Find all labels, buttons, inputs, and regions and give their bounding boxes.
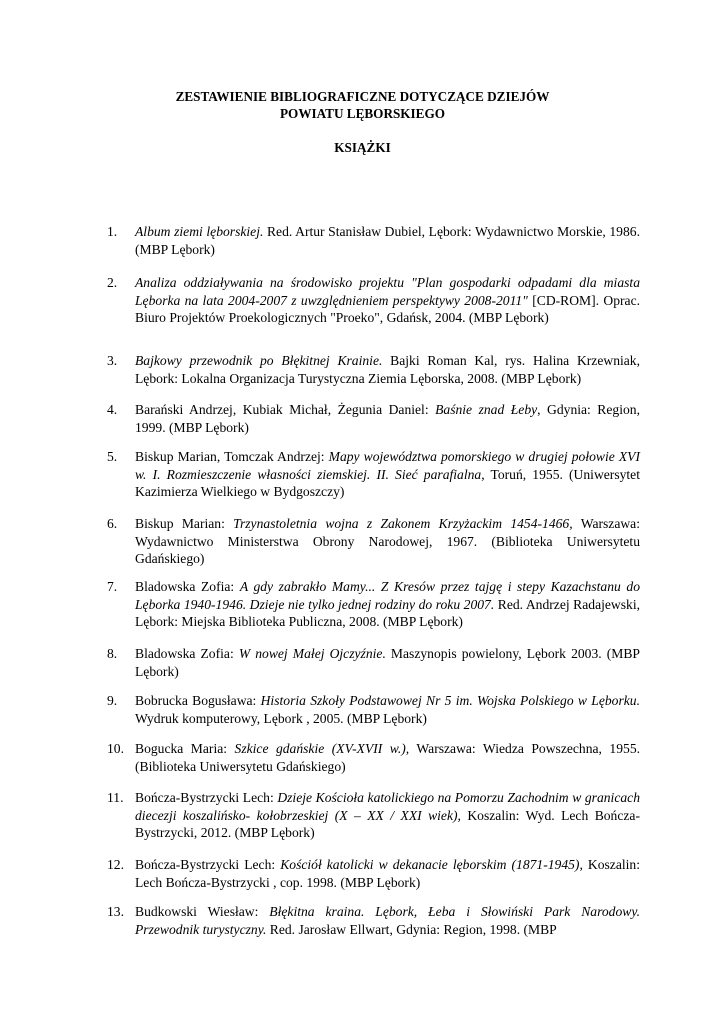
- entry-number: 11.: [107, 790, 124, 805]
- entry-text: [135, 740, 640, 775]
- entry-details: Biskup Marian:: [135, 516, 234, 531]
- entry-details: , Toruń, 1955. (Uniwersytet Kazimierza Wielkiego w Bydgoszczy): [135, 466, 640, 499]
- entry-details: Bladowska Zofia:: [135, 646, 239, 661]
- entry-title: Mapy województwa pomorskiego w drugiej połowie XVI w. I. Rozmieszczenie własności ziemskiej. II. Sieć parafialna: [135, 449, 640, 482]
- entry-details: Bończa-Bystrzycki Lech:: [135, 857, 281, 872]
- entry-details: Bogucka Maria:: [135, 741, 235, 756]
- entry-number: 12.: [107, 857, 124, 872]
- entry-details: Bończa-Bystrzycki Lech:: [135, 790, 278, 805]
- entry-details: Red. Artur Stanisław Dubiel, Lębork: Wydawnictwo Morskie, 1986. (MBP Lębork): [135, 224, 640, 257]
- entry-details: [CD-ROM]. Oprac. Biuro Projektów Proekologicznych "Proeko", Gdańsk, 2004. (MBP Lębork): [135, 292, 640, 325]
- entry-number: 4.: [107, 402, 118, 417]
- entry-details: Red. Andrzej Radajewski, Lębork: Miejska Biblioteka Publiczna, 2008. (MBP Lębork): [135, 596, 640, 629]
- entry-title: A gdy zabrakło Mamy... Z Kresów przez tajgę i stepy Kazachstanu do Lęborka 1940-1946. Dzieje nie tylko jednej rodziny do roku 2007.: [135, 579, 640, 612]
- entry-text: [135, 789, 640, 842]
- entry-details: Budkowski Wiesław:: [135, 904, 270, 919]
- entry-number: 1.: [107, 224, 118, 239]
- entry-text: [135, 274, 640, 327]
- entry-details: Red. Jarosław Ellwart, Gdynia: Region, 1998. (MBP: [266, 921, 557, 937]
- entry-details: Warszawa: Wydawnictwo Ministerstwa Obrony Narodowej, 1967. (Biblioteka Uniwersytetu Gdańskiego): [135, 516, 640, 566]
- entry-title: Trzynastoletnia wojna z Zakonem Krzyżackim 1454-1466,: [233, 516, 573, 531]
- entry-number: 10.: [107, 741, 124, 756]
- document-title-line-1: ZESTAWIENIE BIBLIOGRAFICZNE DOTYCZĄCE DZIEJÓW: [175, 89, 550, 104]
- entry-number: 2.: [107, 275, 118, 290]
- entry-text: [135, 448, 640, 501]
- entry-text: [135, 903, 640, 938]
- entry-title: Szkice gdańskie (XV-XVII w.),: [234, 741, 410, 756]
- entry-details: Bobrucka Bogusława:: [135, 693, 261, 708]
- entry-details: Koszalin: Lech Bończa-Bystrzycki , cop. 1998. (MBP Lębork): [135, 857, 640, 890]
- entry-title: Dzieje Kościoła katolickiego na Pomorzu Zachodnim w granicach diecezji koszalińsko- kołobrzeskiej (X – XX / XXI wiek),: [135, 790, 640, 823]
- entry-details: Biskup Marian, Tomczak Andrzej:: [135, 449, 329, 464]
- entry-text: [135, 515, 640, 568]
- entry-text: [135, 645, 640, 680]
- entry-number: 8.: [107, 646, 118, 661]
- entry-details: Bajki Roman Kal, rys. Halina Krzewniak, Lębork: Lokalna Organizacja Turystyczna Ziemia Lęborska, 2008. (MBP Lębork): [135, 353, 640, 386]
- entry-number: 3.: [107, 353, 118, 368]
- entry-title: Analiza oddziaływania na środowisko projektu "Plan gospodarki odpadami dla miasta Lęborka na lata 2004-2007 z uwzględnieniem perspektywy 2008-2011": [135, 275, 640, 308]
- entry-details: Warszawa: Wiedza Powszechna, 1955. (Biblioteka Uniwersytetu Gdańskiego): [135, 741, 641, 774]
- entry-details: Maszynopis powielony, Lębork 2003. (MBP Lębork): [135, 646, 640, 679]
- entry-number: 5.: [107, 449, 118, 464]
- entry-title: Bajkowy przewodnik po Błękitnej Krainie.: [135, 353, 383, 368]
- entry-number: 9.: [107, 693, 118, 708]
- entry-title: Baśnie znad Łeby: [435, 402, 538, 417]
- entry-text: [135, 692, 640, 727]
- entry-text: [135, 856, 640, 891]
- entry-text: [135, 352, 640, 387]
- entry-number: 7.: [107, 579, 118, 594]
- entry-title: Błękitna kraina. Lębork, Łeba i Słowiński Park Narodowy. Przewodnik turystyczny.: [135, 904, 641, 937]
- entry-number: 6.: [107, 516, 118, 531]
- section-heading: KSIĄŻKI: [334, 140, 391, 155]
- document-title-line-2: POWIATU LĘBORSKIEGO: [280, 106, 445, 121]
- entry-title: Album ziemi lęborskiej.: [135, 224, 264, 239]
- entry-details: Koszalin: Wyd. Lech Bończa-Bystrzycki, 2012. (MBP Lębork): [135, 807, 640, 840]
- entry-text: [135, 578, 640, 631]
- entry-details: Bladowska Zofia:: [135, 579, 240, 594]
- entry-details: Wydruk komputerowy, Lębork , 2005. (MBP Lębork): [135, 710, 427, 726]
- entry-text: [135, 401, 640, 436]
- entry-title: Kościół katolicki w dekanacie lęborskim (1871-1945),: [280, 857, 583, 872]
- entry-details: , Gdynia: Region, 1999. (MBP Lębork): [135, 402, 640, 435]
- entry-number: 13.: [107, 904, 124, 919]
- entry-text: [135, 223, 640, 258]
- entry-details: Barański Andrzej, Kubiak Michał, Żegunia Daniel:: [135, 402, 436, 417]
- entry-title: Historia Szkoły Podstawowej Nr 5 im. Wojska Polskiego w Lęborku.: [260, 693, 640, 708]
- entry-title: W nowej Małej Ojczyźnie.: [238, 646, 386, 661]
